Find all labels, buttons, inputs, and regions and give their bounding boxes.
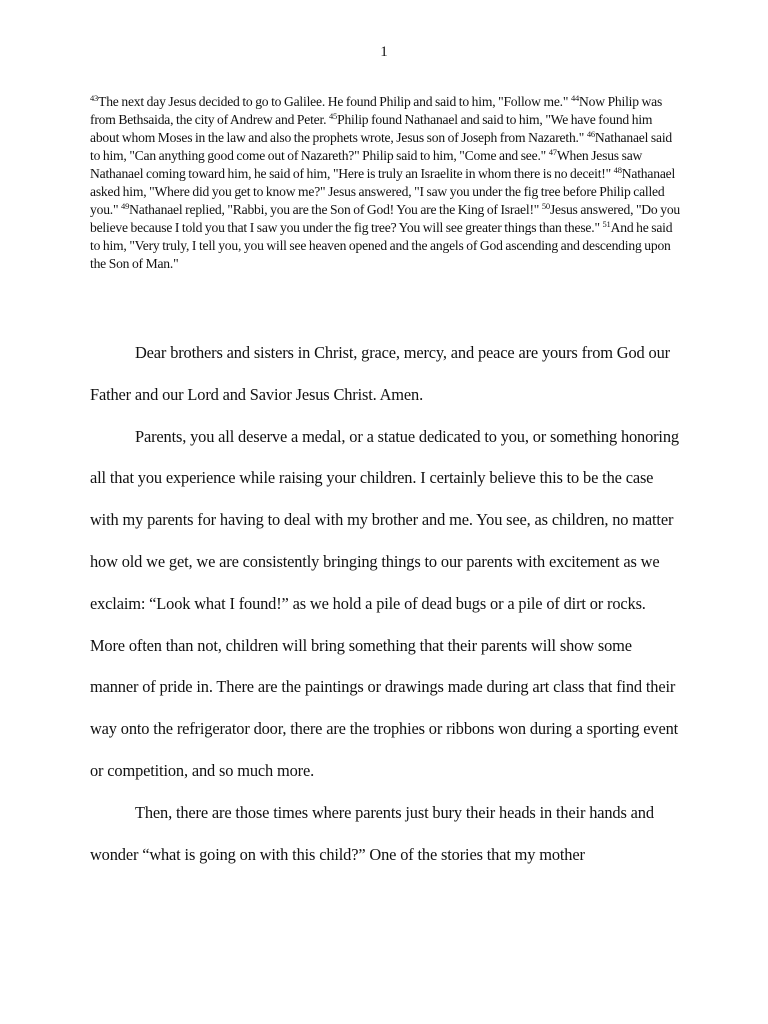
verse-number: 50	[541, 201, 550, 211]
verse-text: Jesus answered, "Do you believe because I told you that I saw you under the fig tree? You will see greater things than these."	[90, 202, 681, 235]
verse-text: Nathanael said to him, "Can anything good come out of Nazareth?" Philip said to him, "Come and see."	[90, 130, 673, 163]
sermon-body	[90, 332, 680, 875]
verse-number: 51	[602, 219, 611, 229]
sermon-paragraph: Then, there are those times where parents just bury their heads in their hands and wonder “what is going on with this child?” One of the stories that my mother	[90, 802, 654, 864]
verse-text: And he said to him, "Very truly, I tell you, you will see heaven opened and the angels of God ascending and descending upon the Son of Man."	[90, 220, 673, 271]
verse-text: Now Philip was from Bethsaida, the city of Andrew and Peter.	[90, 94, 663, 127]
verse-number: 48	[613, 165, 622, 175]
verse-number: 47	[548, 147, 557, 157]
verse-number: 49	[121, 201, 130, 211]
scripture-passage	[90, 93, 680, 273]
verse-number: 46	[586, 129, 595, 139]
verse-number: 43	[90, 93, 99, 103]
verse-number: 44	[570, 93, 580, 103]
verse-text: When Jesus saw Nathanael coming toward him, he said of him, "Here is truly an Israelite in whom there is no deceit!"	[90, 148, 643, 181]
verse-text: Philip found Nathanael and said to him, "We have found him about whom Moses in the law and also the prophets wrote, Jesus son of Joseph from Nazareth."	[90, 112, 653, 145]
verse-text: The next day Jesus decided to go to Galilee. He found Philip and said to him, "Follow me."	[98, 94, 571, 109]
verse-text: Nathanael replied, "Rabbi, you are the Son of God! You are the King of Israel!"	[129, 202, 542, 217]
verse-text: Nathanael asked him, "Where did you get to know me?" Jesus answered, "I saw you under the fig tree before Philip called you."	[90, 166, 676, 217]
verse-number: 45	[328, 111, 338, 121]
sermon-paragraph: Parents, you all deserve a medal, or a statue dedicated to you, or something honoring all that you experience while raising your children. I certainly believe this to be the case with my parents for having to deal with my brother and me. You see, as children, no matter how old we get, we are consistently bringing things to our parents with excitement as we exclaim: “Look what I found!” as we hold a pile of dead bugs or a pile of dirt or rocks. More often than not, children will bring something that their parents will show some manner of pride in. There are the paintings or drawings made during art class that find their way onto the refrigerator door, there are the trophies or ribbons won during a sporting event or competition, and so much more.	[90, 426, 679, 780]
sermon-paragraph: Dear brothers and sisters in Christ, grace, mercy, and peace are yours from God our Father and our Lord and Savior Jesus Christ. Amen.	[90, 343, 670, 404]
page-number: 1	[380, 44, 388, 60]
